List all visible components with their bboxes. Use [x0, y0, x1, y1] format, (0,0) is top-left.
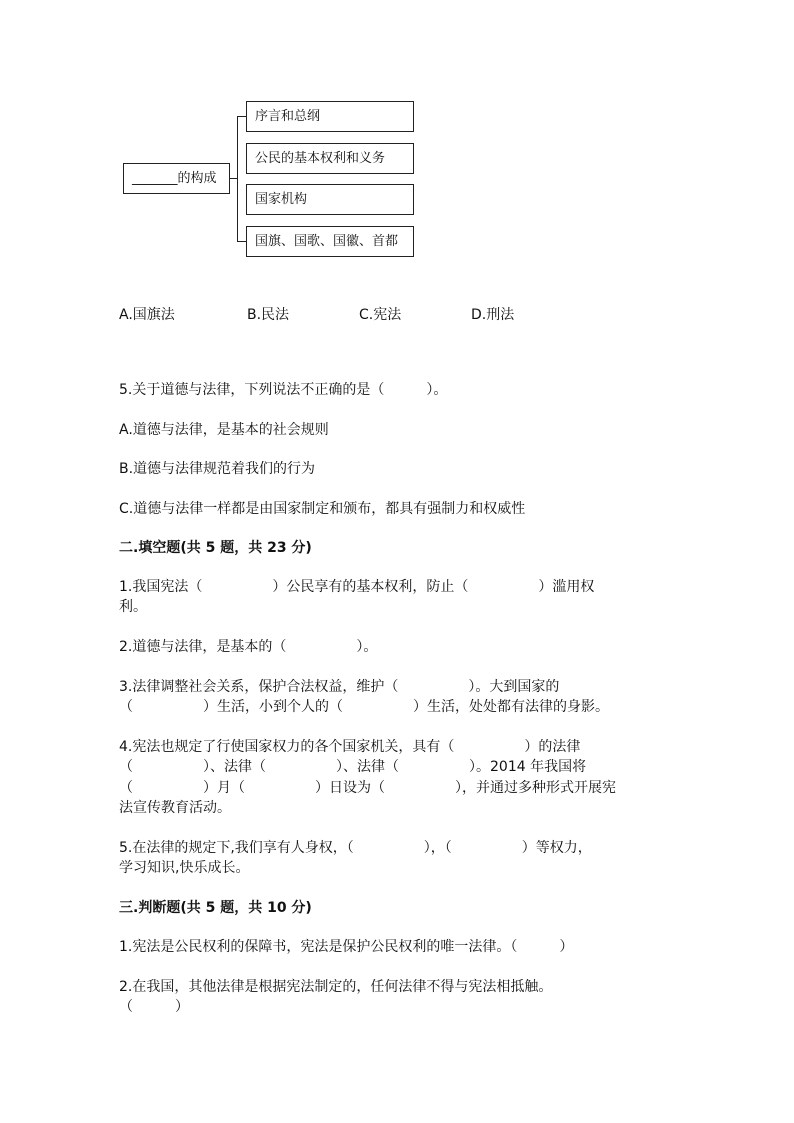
judge-q2-line1: 2.在我国，其他法律是根据宪法制定的，任何法律不得与宪法相抵触。: [119, 979, 553, 995]
q4-option-c: C.宪法: [359, 307, 402, 323]
diagram-branch-tick: [237, 241, 246, 242]
fill-q4-line1: 4.宪法也规定了行使国家权力的各个国家机关，具有（ ）的法律: [119, 739, 581, 755]
q5-option-b: B.道德与法律规范着我们的行为: [119, 461, 316, 477]
q5-option-a: A.道德与法律，是基本的社会规则: [119, 422, 329, 438]
fill-q2: 2.道德与法律，是基本的（ ）。: [119, 639, 378, 655]
fill-q4-line4: 法宣传教育活动。: [119, 800, 231, 816]
fill-q3-line2: （ ）生活，小到个人的（ ）生活，处处都有法律的身影。: [119, 699, 609, 715]
fill-q4-line3: （ ）月（ ）日设为（ ），并通过多种形式开展宪: [119, 780, 616, 796]
judge-q1: 1.宪法是公民权利的保障书，宪法是保护公民权利的唯一法律。（ ）: [119, 939, 574, 955]
diagram-branch-tick: [237, 116, 246, 117]
fill-q3-line1: 3.法律调整社会关系，保护合法权益，维护（ ）。大到国家的: [119, 679, 560, 695]
fill-q5-line1: 5.在法律的规定下,我们享有人身权，（ ），（ ）等权力，: [119, 840, 592, 856]
diagram-center-label: _______的构成: [132, 171, 217, 186]
q4-option-a: A.国旗法: [119, 307, 175, 323]
q5-stem: 5.关于道德与法律，下列说法不正确的是（ ）。: [119, 382, 448, 398]
q5-option-c: C.道德与法律一样都是由国家制定和颁布，都具有强制力和权威性: [119, 501, 526, 517]
q4-option-d: D.刑法: [471, 307, 515, 323]
section2-heading: 二.填空题(共 5 题，共 23 分): [119, 540, 312, 556]
diagram-branch-4: 国旗、国歌、国徽、首都: [246, 226, 414, 257]
diagram-branch-1: 序言和总纲: [246, 101, 414, 132]
diagram-connector: [230, 178, 237, 179]
diagram-branch-3: 国家机构: [246, 184, 414, 215]
q4-option-b: B.民法: [247, 307, 290, 323]
fill-q5-line2: 学习知识,快乐成长。: [119, 860, 250, 876]
diagram-bracket: [237, 116, 238, 241]
diagram-center-box: [123, 163, 230, 194]
fill-q1-line2: 利。: [119, 599, 147, 615]
judge-q2-line2: （ ）: [119, 999, 189, 1015]
diagram-branch-2: 公民的基本权利和义务: [246, 143, 414, 174]
fill-q4-line2: （ ）、法律（ ）、法律（ ）。2014 年我国将: [119, 759, 587, 775]
section3-heading: 三.判断题(共 5 题，共 10 分): [119, 900, 312, 916]
fill-q1-line1: 1.我国宪法（ ）公民享有的基本权利，防止（ ）滥用权: [119, 579, 595, 595]
